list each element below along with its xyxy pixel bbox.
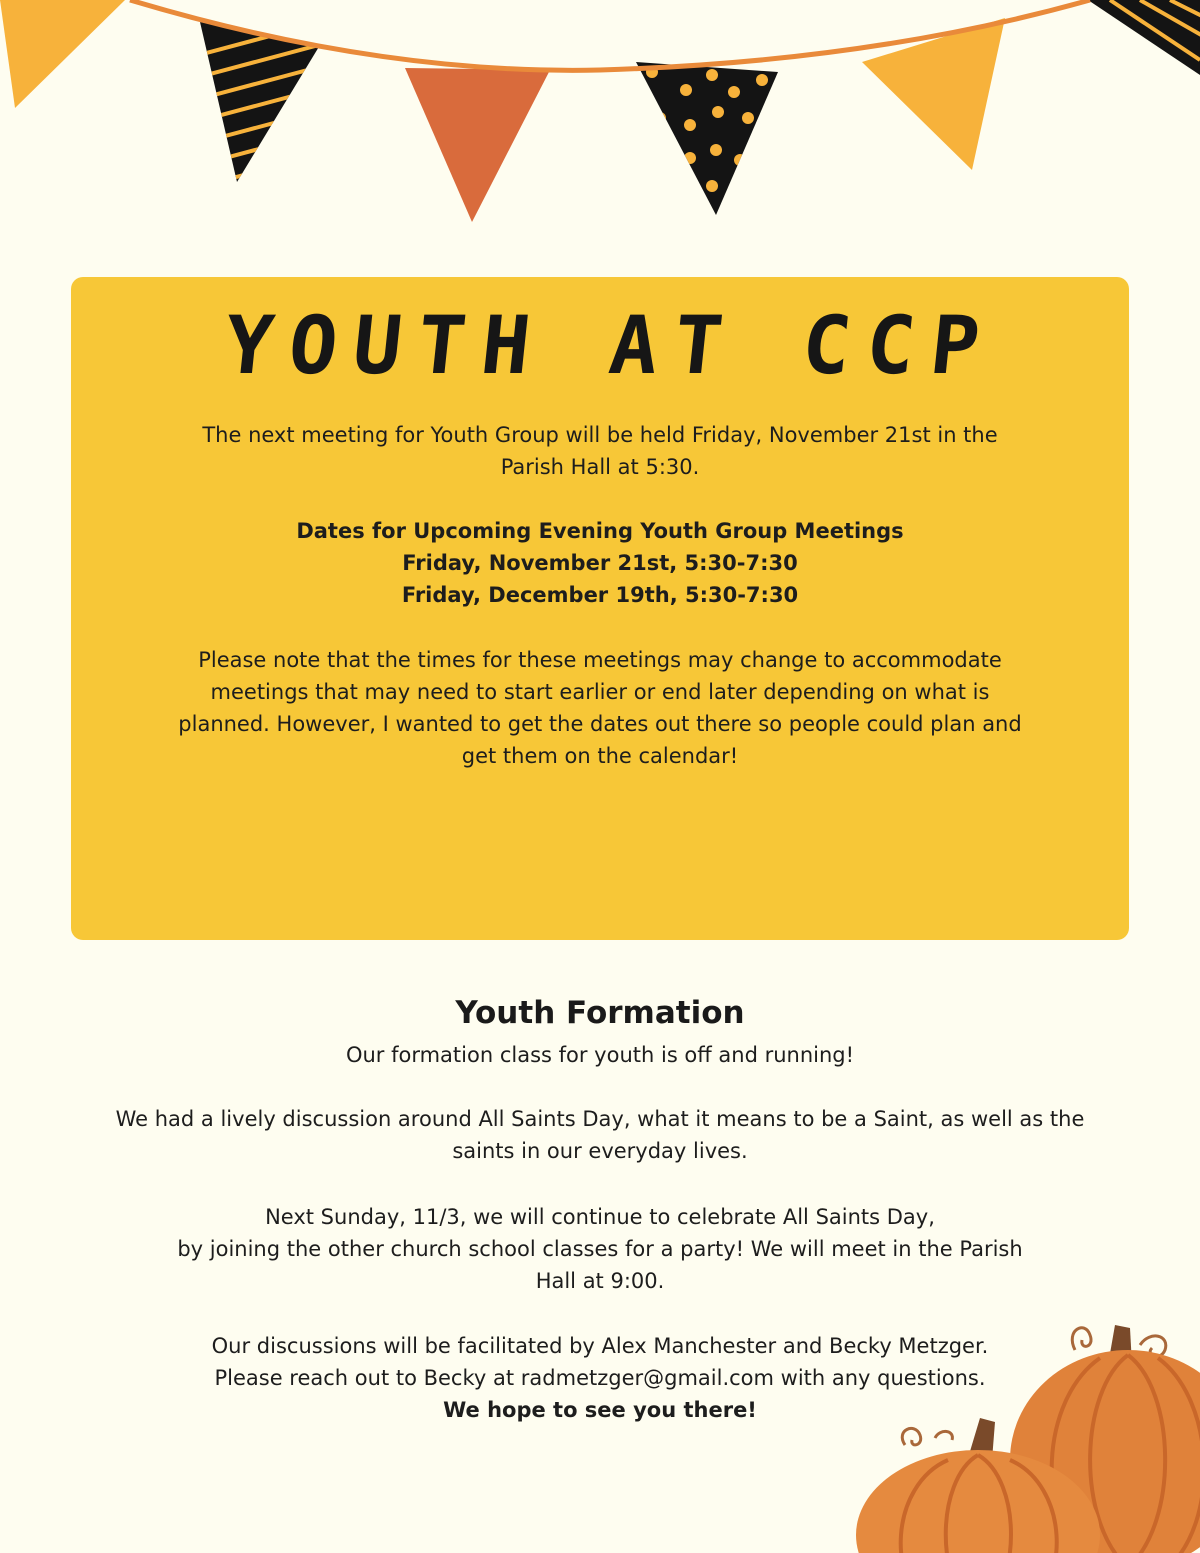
closing-line: We hope to see you there!: [443, 1398, 757, 1422]
intro-line: The next meeting for Youth Group will be held Friday, November 21st in the: [202, 423, 998, 447]
dates-heading: Dates for Upcoming Evening Youth Group Meetings: [296, 519, 904, 543]
bunting-banner-icon: [0, 0, 1200, 240]
meeting-intro: [71, 419, 1129, 483]
section-title-youth-formation: Youth Formation: [455, 995, 745, 1031]
pumpkins-illustration-icon: [840, 1310, 1200, 1553]
formation-line: saints in our everyday lives.: [452, 1139, 748, 1163]
formation-line: Next Sunday, 11/3, we will continue to celebrate All Saints Day,: [265, 1205, 935, 1229]
intro-line: Parish Hall at 5:30.: [500, 455, 700, 479]
formation-line: Our discussions will be facilitated by Alex Manchester and Becky Metzger.: [211, 1334, 989, 1358]
formation-line: Please reach out to Becky at radmetzger@gmail.com with any questions.: [214, 1366, 986, 1390]
note-line: planned. However, I wanted to get the dates out there so people could plan and: [178, 712, 1022, 736]
date-item: Friday, November 21st, 5:30-7:30: [402, 551, 798, 575]
page-title: YOUTH AT CCP: [220, 299, 1000, 392]
upcoming-dates: [71, 515, 1129, 611]
formation-line: We had a lively discussion around All Saints Day, what it means to be a Saint, as well as the: [115, 1107, 1085, 1131]
date-item: Friday, December 19th, 5:30-7:30: [401, 583, 799, 607]
note-line: get them on the calendar!: [461, 744, 739, 768]
note-line: meetings that may need to start earlier or end later depending on what is: [210, 680, 990, 704]
formation-paragraph: [0, 1201, 1200, 1297]
formation-paragraph: [0, 1039, 1200, 1071]
formation-line: by joining the other church school classes for a party! We will meet in the Parish: [177, 1237, 1023, 1261]
formation-line: Hall at 9:00.: [535, 1269, 665, 1293]
formation-line: Our formation class for youth is off and running!: [345, 1043, 855, 1067]
schedule-note: [71, 644, 1129, 772]
formation-paragraph: [0, 1103, 1200, 1167]
note-line: Please note that the times for these meetings may change to accommodate: [198, 648, 1002, 672]
